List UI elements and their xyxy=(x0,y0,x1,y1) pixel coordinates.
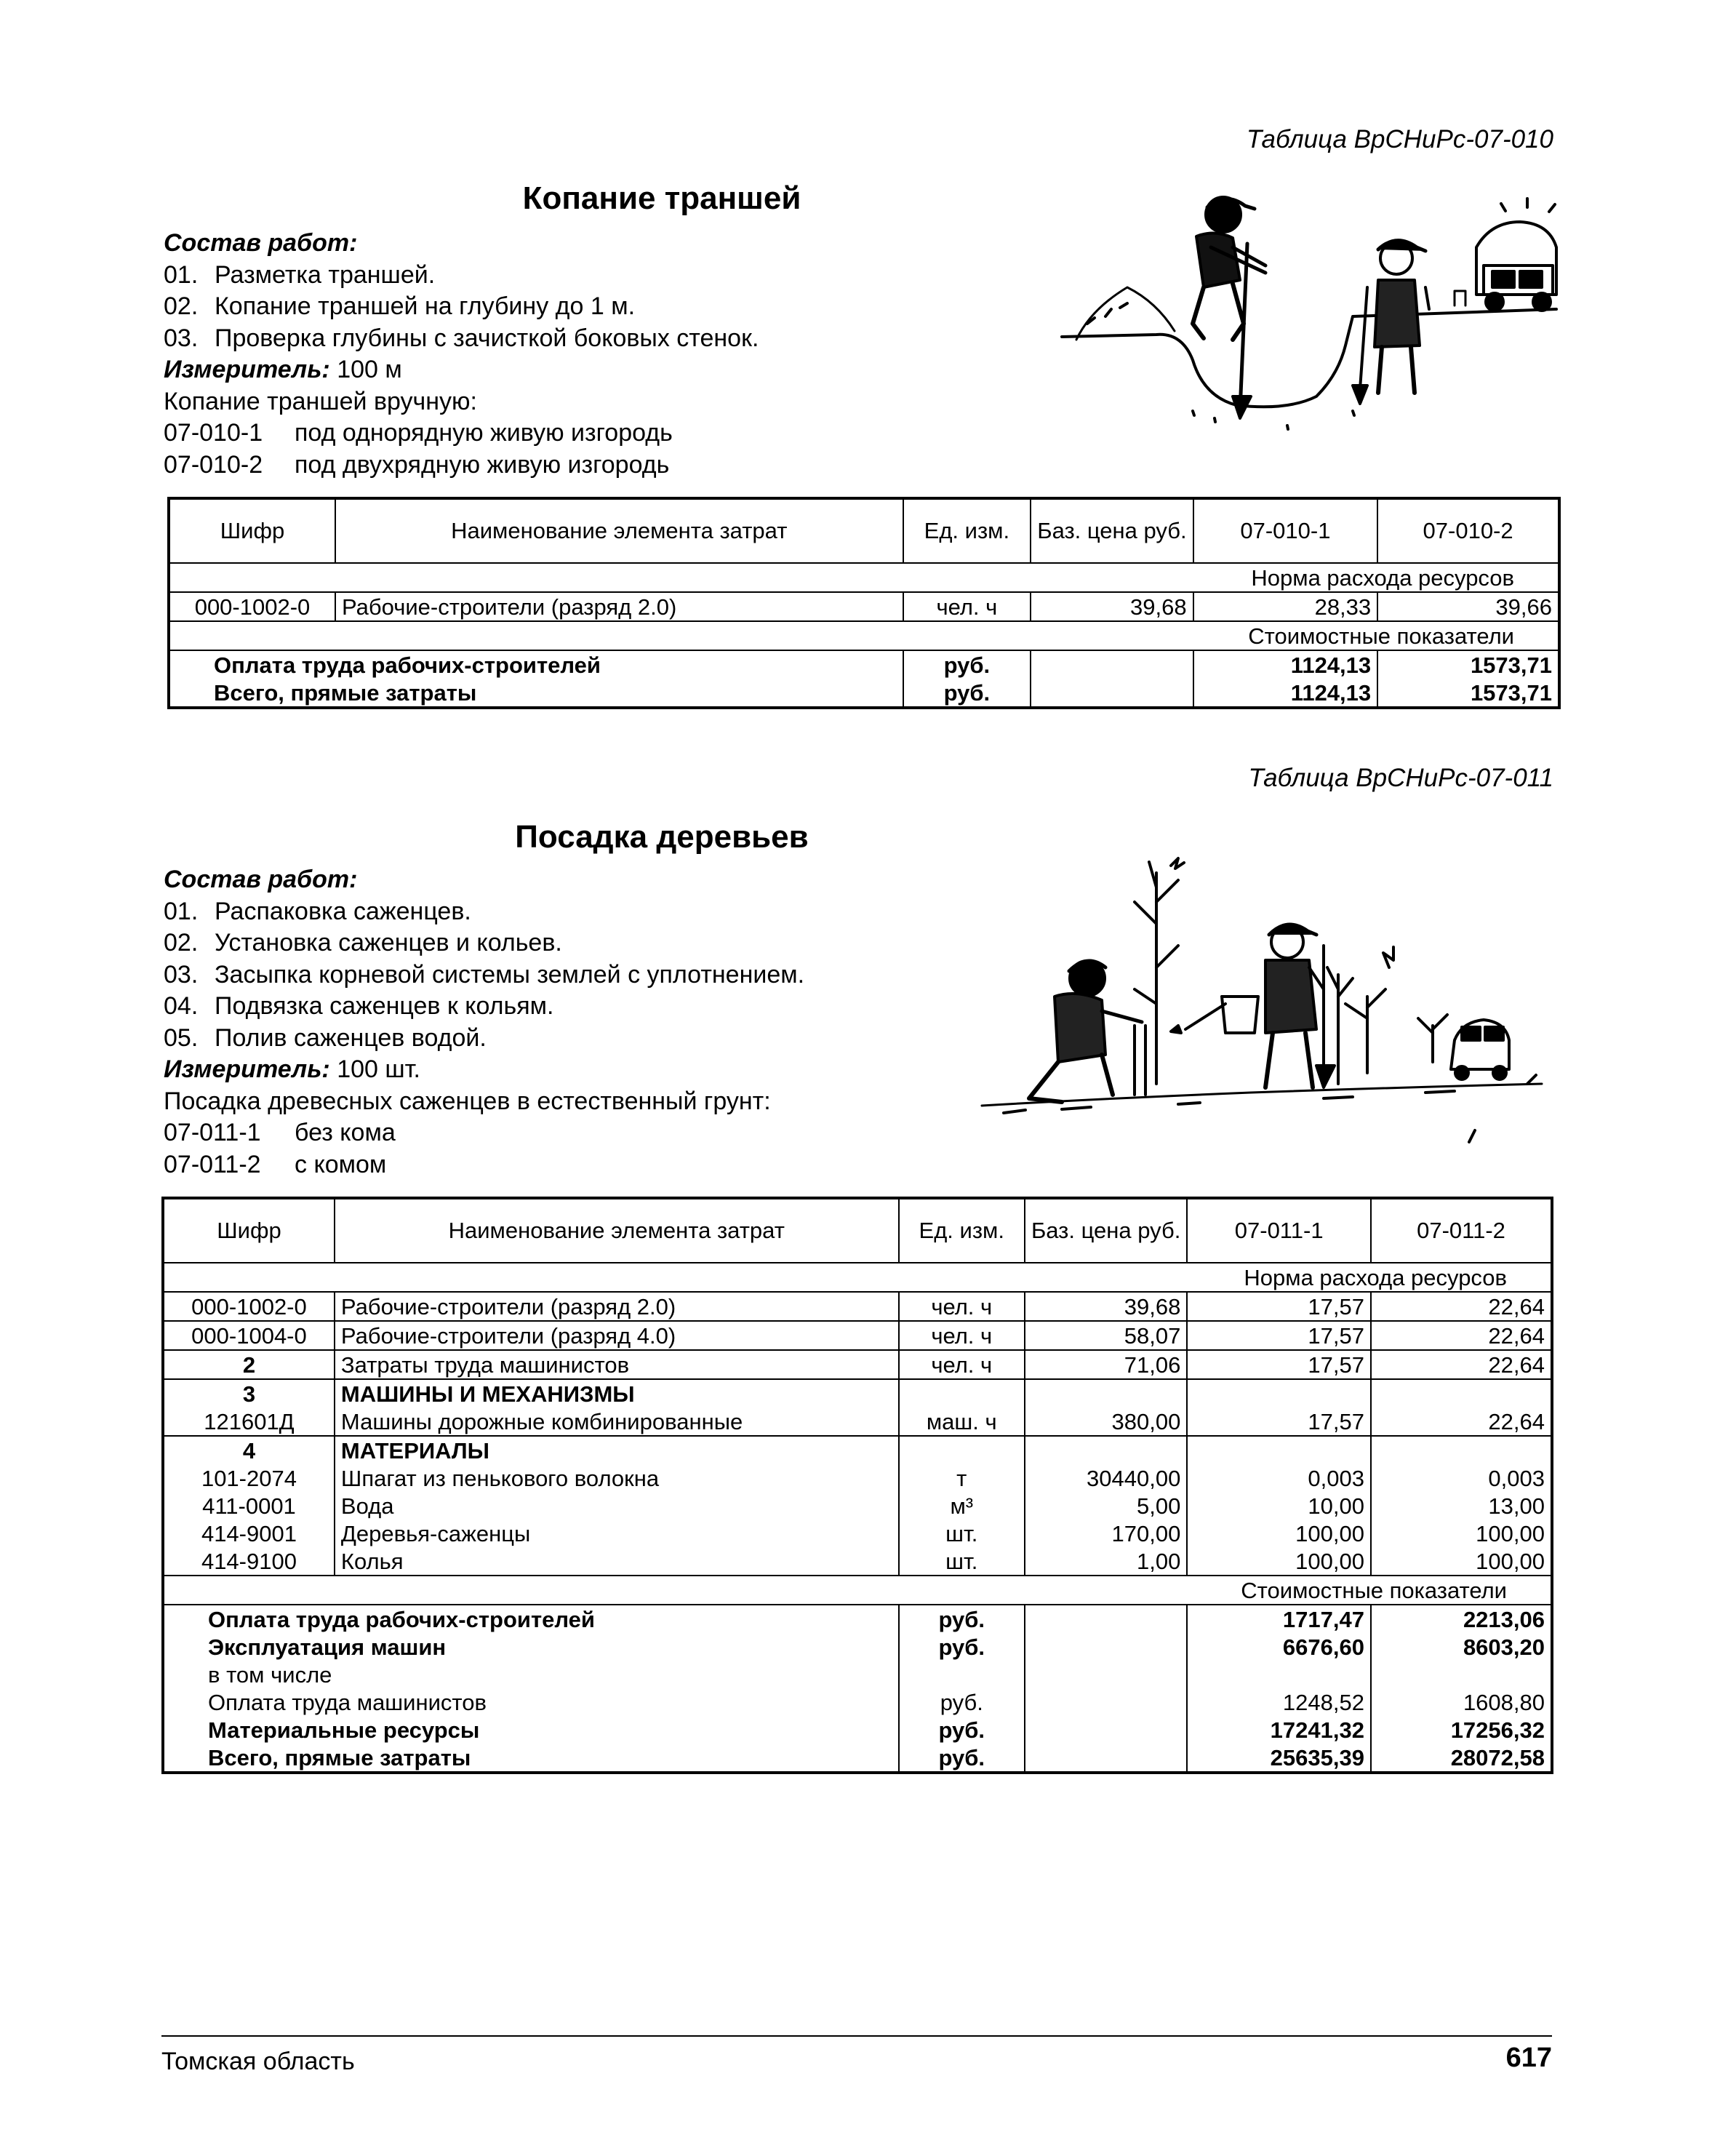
cost-row: Оплата труда рабочих-строителей руб. 1124,13 1573,71 xyxy=(169,650,1559,679)
table-header-row xyxy=(169,498,1559,563)
resource-table-07-011 xyxy=(161,1197,1553,1774)
group-row: 3 МАШИНЫ И МЕХАНИЗМЫ xyxy=(163,1379,1552,1408)
variant-item: 07-010-2 под двухрядную живую изгородь xyxy=(164,450,670,479)
header-cell: 07-011-1 xyxy=(1187,1198,1371,1263)
table-row: 414-9001 Деревья-саженцы шт. 170,00 100,00 100,00 xyxy=(163,1520,1552,1547)
cost-row: Всего, прямые затраты руб. 1124,13 1573,71 xyxy=(169,679,1559,708)
table-row: 000-1002-0 Рабочие-строители (разряд 2.0) чел. ч 39,68 17,57 22,64 xyxy=(163,1292,1552,1321)
work-item: 02. Установка саженцев и кольев. xyxy=(164,929,562,957)
meter-line: Измеритель: 100 м xyxy=(164,356,402,383)
cost-row: Оплата труда машинистов руб. 1248,52 1608,80 xyxy=(163,1688,1552,1716)
work-item: 05. Полив саженцев водой. xyxy=(164,1023,487,1052)
header-cell: 07-010-2 xyxy=(1377,498,1559,563)
table-row: 414-9100 Колья шт. 1,00 100,00 100,00 xyxy=(163,1547,1552,1576)
works-label: Состав работ: xyxy=(164,866,358,893)
table-row: 411-0001 Вода м³ 5,00 10,00 13,00 xyxy=(163,1492,1552,1520)
table-row: 2 Затраты труда машинистов чел. ч 71,06 17,57 22,64 xyxy=(163,1350,1552,1379)
intro-line: Копание траншей вручную: xyxy=(164,387,477,415)
tree-planting-illustration xyxy=(960,822,1556,1149)
cost-row: Всего, прямые затраты руб. 25635,39 28072,58 xyxy=(163,1744,1552,1773)
header-cell: 07-010-1 xyxy=(1193,498,1378,563)
cost-label: Стоимостные показатели xyxy=(163,1576,1552,1605)
work-item: 01. Разметка траншей. xyxy=(164,260,436,289)
section-title: Копание траншей xyxy=(522,180,801,216)
table-row: 000-1004-0 Рабочие-строители (разряд 4.0) чел. ч 58,07 17,57 22,64 xyxy=(163,1321,1552,1350)
work-item: 03. Проверка глубины с зачисткой боковых стенок. xyxy=(164,324,759,352)
meter-line: Измеритель: 100 шт. xyxy=(164,1055,420,1083)
variant-item: 07-010-1 под однорядную живую изгородь xyxy=(164,419,673,447)
header-cell: 07-011-2 xyxy=(1371,1198,1552,1263)
page-number: 617 xyxy=(1505,2043,1552,2073)
work-description xyxy=(164,228,759,481)
header-cell: Баз. цена руб. xyxy=(1025,1198,1187,1263)
cost-label: Стоимостные показатели xyxy=(169,621,1559,650)
header-cell: Баз. цена руб. xyxy=(1031,498,1193,563)
header-cell: Ед. изм. xyxy=(903,498,1031,563)
variant-item: 07-011-1 без кома xyxy=(164,1119,396,1146)
work-item: 04. Подвязка саженцев к кольям. xyxy=(164,992,554,1020)
variant-item: 07-011-2 с комом xyxy=(164,1150,387,1178)
cost-row: Материальные ресурсы руб. 17241,32 17256,32 xyxy=(163,1716,1552,1744)
section-label-row xyxy=(163,1263,1552,1292)
intro-line: Посадка древесных саженцев в естественный грунт: xyxy=(164,1087,771,1115)
header-cell: Шифр xyxy=(163,1198,335,1263)
work-item: 02. Копание траншей на глубину до 1 м. xyxy=(164,292,636,320)
table-caption: Таблица ВрСНиРс-07-010 xyxy=(1246,125,1553,153)
table-caption: Таблица ВрСНиРс-07-011 xyxy=(1248,764,1553,792)
header-cell: Наименование элемента затрат xyxy=(335,1198,899,1263)
work-item: 03. Засыпка корневой системы землей с уплотнением. xyxy=(164,960,805,989)
footer-divider xyxy=(161,2035,1552,2037)
cost-row: Оплата труда рабочих-строителей руб. 1717,47 2213,06 xyxy=(163,1605,1552,1633)
section-label-row xyxy=(169,621,1559,650)
work-item: 01. Распаковка саженцев. xyxy=(164,897,471,925)
trench-digging-illustration xyxy=(1047,178,1571,440)
norm-label: Норма расхода ресурсов xyxy=(163,1263,1552,1292)
section-title: Посадка деревьев xyxy=(515,819,809,855)
header-cell: Наименование элемента затрат xyxy=(335,498,903,563)
norm-label: Норма расхода ресурсов xyxy=(169,563,1559,592)
section-label-row xyxy=(169,563,1559,592)
footer-region: Томская область xyxy=(161,2048,355,2075)
section-label-row xyxy=(163,1576,1552,1605)
cost-row: в том числе xyxy=(163,1661,1552,1688)
table-row: 000-1002-0 Рабочие-строители (разряд 2.0) чел. ч 39,68 28,33 39,66 xyxy=(169,592,1559,621)
header-cell: Шифр xyxy=(169,498,335,563)
works-label: Состав работ: xyxy=(164,229,358,257)
table-row: 101-2074 Шпагат из пенькового волокна т 30440,00 0,003 0,003 xyxy=(163,1464,1552,1492)
resource-table-07-010 xyxy=(167,497,1561,709)
table-header-row xyxy=(163,1198,1552,1263)
work-description xyxy=(164,864,804,1181)
table-row: 121601Д Машины дорожные комбинированные маш. ч 380,00 17,57 22,64 xyxy=(163,1408,1552,1436)
header-cell: Ед. изм. xyxy=(899,1198,1025,1263)
cost-row: Эксплуатация машин руб. 6676,60 8603,20 xyxy=(163,1633,1552,1661)
group-row: 4 МАТЕРИАЛЫ xyxy=(163,1436,1552,1464)
